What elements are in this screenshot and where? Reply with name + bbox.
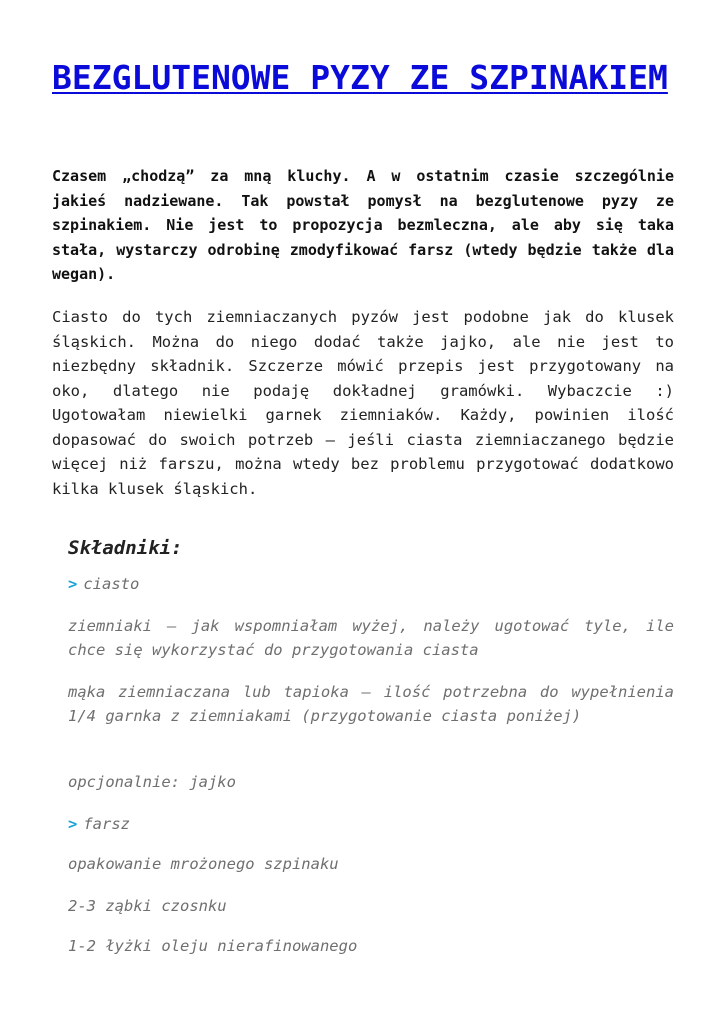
list-item: opcjonalnie: jajko <box>68 773 236 791</box>
section-label-filling <box>68 812 674 836</box>
article-intro: Czasem „chodzą” za mną kluchy. A w ostatnim czasie szczególnie jakieś nadziewane. Tak powstał pomysł na bezglutenowe pyzy ze szpinakiem. Nie jest to propozycja bezmleczna, ale aby się taka stała, wystarczy odrobinę zmodyfikować farsz (wtedy będzie także dla wegan). <box>52 167 674 283</box>
list-item: opakowanie mrożonego szpinaku <box>68 855 339 873</box>
section-label-text: ciasto <box>83 575 140 593</box>
article-title-link[interactable]: BEZGLUTENOWE PYZY ZE SZPINAKIEM <box>52 58 668 97</box>
ingredients-section <box>68 534 674 955</box>
chevron-right-icon: > <box>68 815 78 833</box>
list-item: 1-2 łyżki oleju nierafinowanego <box>68 937 358 955</box>
list-item: ziemniaki – jak wspomniałam wyżej, należy ugotować tyle, ile chce się wykorzystać do przygotowania ciasta <box>68 617 674 659</box>
ingredients-heading: Składniki: <box>68 537 183 559</box>
section-label-dough <box>68 572 674 596</box>
list-item: mąka ziemniaczana lub tapioka – ilość potrzebna do wypełnienia 1/4 garnka z ziemniakami (przygotowanie ciasta poniżej) <box>68 683 674 725</box>
article-body: Ciasto do tych ziemniaczanych pyzów jest podobne jak do klusek śląskich. Można do niego dodać także jajko, ale nie jest to niezbędny składnik. Szczerze mówić przepis jest przygotowany na oko, dlatego nie podaję dokładnej gramówki. Wybaczcie :) Ugotowałam niewielki garnek ziemniaków. Każdy, powinien ilość dopasować do swoich potrzeb – jeśli ciasta ziemniaczanego będzie więcej niż farszu, można wtedy bez problemu przygotować dodatkowo kilka klusek śląskich. <box>52 308 674 498</box>
chevron-right-icon: > <box>68 575 78 593</box>
list-item: 2-3 ząbki czosnku <box>68 897 227 915</box>
article-title <box>52 56 674 100</box>
section-label-text: farsz <box>83 815 131 833</box>
